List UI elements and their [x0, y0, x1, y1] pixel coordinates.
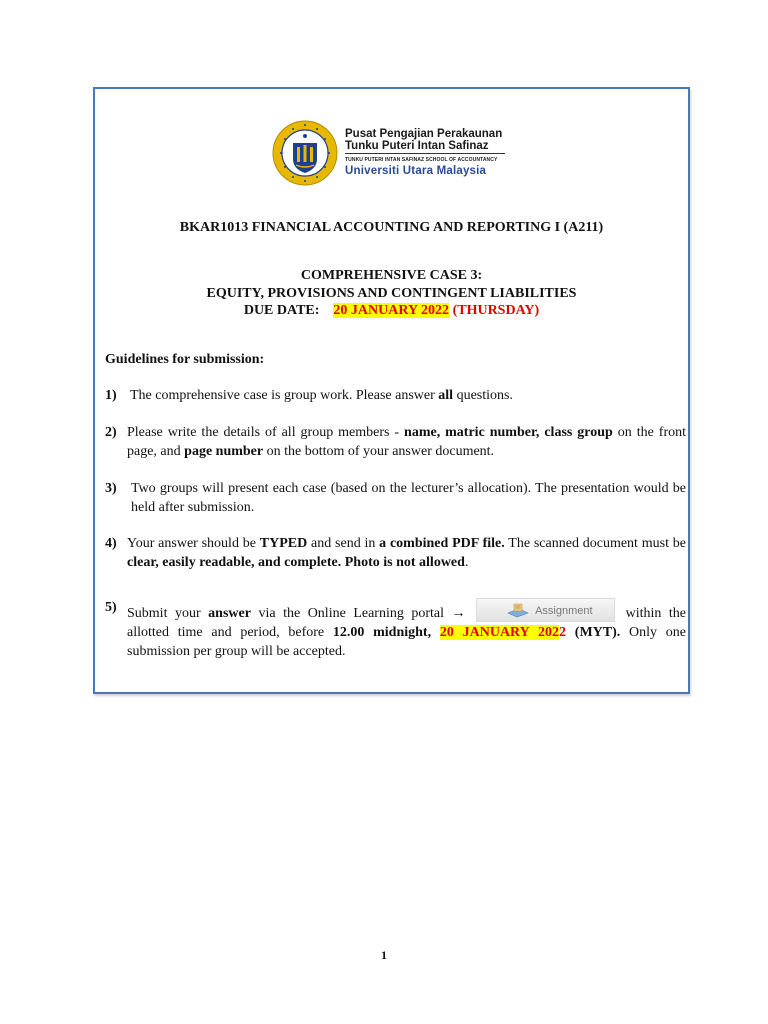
guideline-text: [130, 386, 686, 405]
case-heading: [95, 267, 688, 320]
text-run: Two groups will present each case (based on the lecturer’s allocation). The presentation would be held after submission.: [131, 481, 686, 515]
guideline-number: 1): [105, 388, 117, 403]
guideline-text: [127, 534, 686, 572]
text-run-bold: page number: [184, 444, 264, 459]
text-run-bold: answer: [208, 606, 251, 621]
text-run: The scanned document must be: [504, 536, 686, 551]
guideline-number: 4): [105, 536, 117, 551]
text-run: questions.: [453, 388, 513, 403]
due-date-value: 20 JANUARY 2022: [333, 303, 450, 318]
text-run-bold: clear, easily readable, and complete. Photo is not allowed: [127, 555, 465, 570]
logo-line-2: Tunku Puteri Intan Safinaz: [345, 140, 489, 152]
deadline-date-highlight: 20 JANUARY 202: [439, 625, 560, 640]
text-run-bold: name, matric number, class group: [404, 425, 613, 440]
due-date-line: [95, 302, 688, 320]
guideline-text: [127, 598, 686, 661]
guideline-item-4: [105, 534, 686, 572]
instructions-frame: [93, 87, 690, 694]
text-run: within the allotted time and period, before: [127, 606, 686, 640]
assignment-icon: [507, 602, 529, 618]
text-run-bold: all: [438, 388, 454, 403]
guidelines-title: Guidelines for submission:: [105, 352, 265, 367]
text-run-bold: (MYT).: [566, 625, 621, 640]
text-run: Please write the details of all group members -: [127, 425, 405, 440]
text-run: Only one submission per group will be accepted.: [127, 625, 687, 659]
text-run-bold: a combined PDF file.: [379, 536, 505, 551]
logo-wordmark: [345, 128, 505, 177]
text-run: and send in: [307, 536, 380, 551]
case-title: COMPREHENSIVE CASE 3:: [300, 268, 483, 283]
text-run: on the bottom of your answer document.: [263, 444, 495, 459]
text-run-bold: TYPED: [259, 536, 308, 551]
deadline-date-tail: 2: [559, 625, 567, 640]
guideline-number: 3): [105, 481, 117, 496]
text-run-bold: 12.00 midnight,: [332, 625, 432, 640]
assignment-button[interactable]: [476, 598, 615, 622]
text-run: Your answer should be: [127, 536, 260, 551]
text-run: Submit your: [127, 606, 209, 621]
logo-divider: [345, 153, 505, 154]
text-run: The comprehensive case is group work. Please answer: [130, 388, 439, 403]
guideline-item-1: [105, 386, 686, 405]
due-date-label: DUE DATE:: [243, 303, 320, 318]
logo-line-1: Pusat Pengajian Perakaunan: [345, 128, 503, 140]
school-logo: [271, 119, 511, 189]
course-title: BKAR1013 FINANCIAL ACCOUNTING AND REPORTING I (A211): [179, 220, 604, 235]
guideline-item-5: [105, 598, 686, 661]
logo-line-3: TUNKU PUTERI INTAN SAFINAZ SCHOOL OF ACCOUNTANCY: [345, 157, 498, 163]
university-seal-icon: [271, 119, 339, 187]
due-date-day: (THURSDAY): [452, 303, 540, 318]
text-run: via the Online Learning portal →: [250, 606, 474, 621]
page-number: 1: [381, 948, 387, 962]
assignment-button-label: Assignment: [535, 605, 593, 617]
guideline-text: [127, 423, 686, 461]
guideline-number: 2): [105, 425, 117, 440]
text-run: [431, 625, 440, 640]
text-run: .: [464, 555, 469, 570]
guideline-item-3: [105, 479, 686, 517]
logo-university-name: Universiti Utara Malaysia: [345, 165, 487, 177]
case-topic: EQUITY, PROVISIONS AND CONTINGENT LIABILITIES: [206, 285, 577, 301]
guideline-number: 5): [105, 600, 117, 615]
guideline-item-2: [105, 423, 686, 461]
guideline-text: [131, 479, 686, 517]
text-run: on the front page, and: [127, 425, 686, 459]
